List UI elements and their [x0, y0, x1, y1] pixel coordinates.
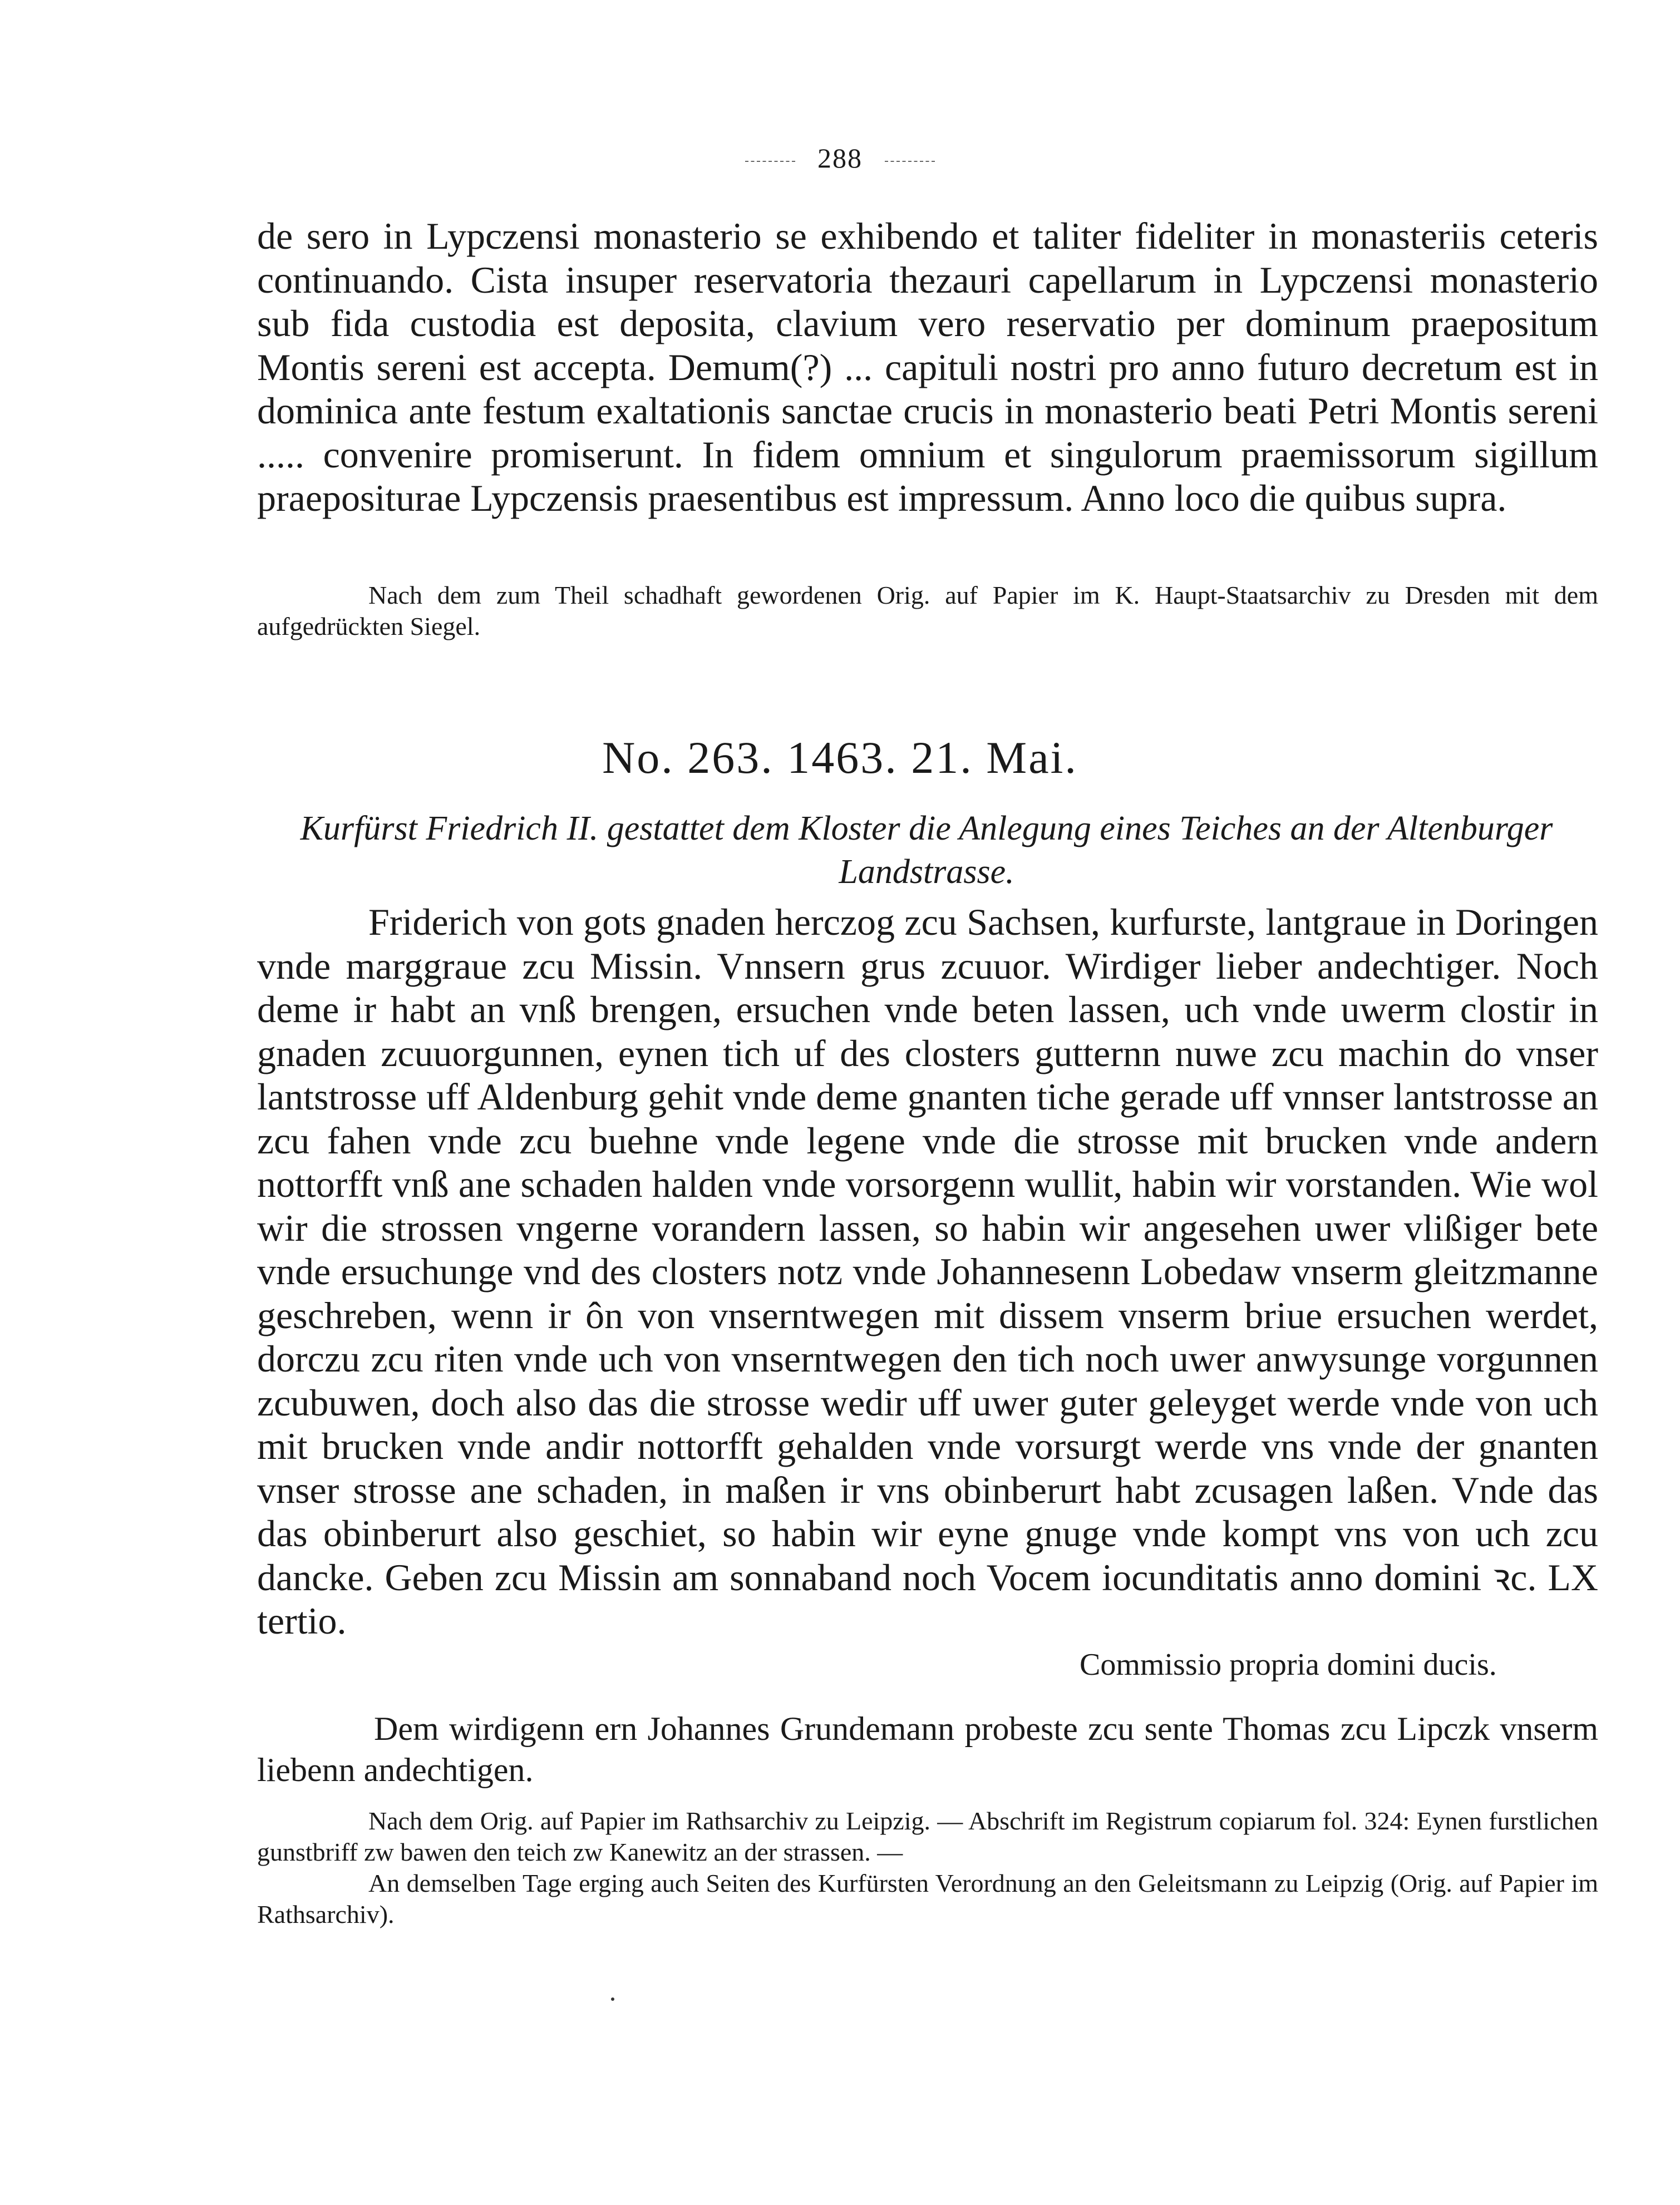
document-heading: No. 263. 1463. 21. Mai.: [602, 732, 1078, 783]
charter-block: [257, 900, 1598, 1643]
page-header: [0, 142, 1680, 174]
signature-line: Commissio propria domini ducis.: [1080, 1647, 1497, 1682]
continuation-paragraph: de sero in Lypczensi monasterio se exhibendo et taliter fideliter in monasteriis ceteris continuando. Cista insuper reservatoria thezauri capellarum in Lypczensi monasterio sub fida custodia est deposita, clavium vero reservatio per dominum praepositum Montis sereni est accepta. Demum(?) ... capituli nostri pro anno futuro decretum est in dominica ante festum exaltationis sanctae crucis in monasterio beati Petri Montis sereni ..... convenire promiserunt. In fidem omnium et singulorum praemissorum sigillum praepositurae Lypczensis praesentibus est impressum. Anno loco die quibus supra.: [257, 215, 1598, 519]
document-subtitle: Kurfürst Friedrich II. gestattet dem Kloster die Anlegung eines Teiches an der Altenburger Landstrasse.: [300, 810, 1553, 891]
charter-text: Friderich von gots gnaden herczog zcu Sachsen, kurfurste, lantgraue in Doringen vnde marggraue zcu Missin. Vnnsern grus zcuuor. Wirdiger lieber andechtiger. Noch deme ir habt an vnß brengen, ersuchen vnde beten lassen, uch vnde uwerm clostir in gnaden zcuuorgunnen, eynen tich uf des closters gutternn nuwe zcu machin do vnser lantstrosse uff Aldenburg gehit vnde deme gnanten tiche gerade uff vnnser lantstrosse an zcu fahen vnde zcu buehne vnde legene vnde die strosse mit brucken vnde andern nottorfft vnß ane schaden halden vnde vorsorgenn wullit, habin wir vorstanden. Wie wol wir die strossen vngerne vorandern lassen, so habin wir angesehen uwer vlißiger bete vnde ersuchunge vnd des closters notz vnde Johannesenn Lobedaw vnserm gleitzmanne geschreben, wenn ir ôn von vnserntwegen mit dissem vnserm briue ersuchen werdet, dorczu zcu riten vnde uch von vnserntwegen den tich noch uwer anwysunge vorgunnen zcubuwen, doch also das die strosse wedir uff uwer guter geleyget werde vnde von uch mit brucken vnde andir nottorfft gehalden vnde vorsurgt werde vns vnde der gnanten vnser strosse ane schaden, in maßen ir vns obinberurt habt zcusagen laßen. Vnde das das obinberurt also geschiet, so habin wir eyne gnuge vnde kompt vns von uch zcu dancke. Geben zcu Missin am sonnaband noch Vocem iocunditatis anno domini ꝛc. LX tertio.: [257, 901, 1598, 1642]
source-note-3: An demselben Tage erging auch Seiten des Kurfürsten Verordnung an den Geleitsmann zu Leipzig (Orig. auf Papier im Rathsarchiv).: [257, 1869, 1598, 1928]
source-note-1: Nach dem zum Theil schadhaft gewordenen Orig. auf Papier im K. Haupt-Staatsarchiv zu Dresden mit dem aufgedrückten Siegel.: [257, 581, 1598, 640]
ink-speck: [611, 1997, 614, 2001]
source-note-2: Nach dem Orig. auf Papier im Rathsarchiv zu Leipzig. — Abschrift im Registrum copiarum fol. 324: Eynen furstlichen gunstbriff zw bawen den teich zw Kanewitz an der strassen. —: [257, 1807, 1598, 1866]
header-rule-left: [745, 161, 795, 162]
address-line: Dem wirdigenn ern Johannes Grundemann probeste zcu sente Thomas zcu Lipczk vnserm liebenn andechtigen.: [257, 1710, 1598, 1788]
continuation-block: [257, 214, 1598, 520]
note-block-1: [257, 580, 1598, 642]
note-block-2: [257, 1806, 1598, 1930]
header-rule-right: [885, 161, 935, 162]
page-number: 288: [817, 142, 863, 174]
